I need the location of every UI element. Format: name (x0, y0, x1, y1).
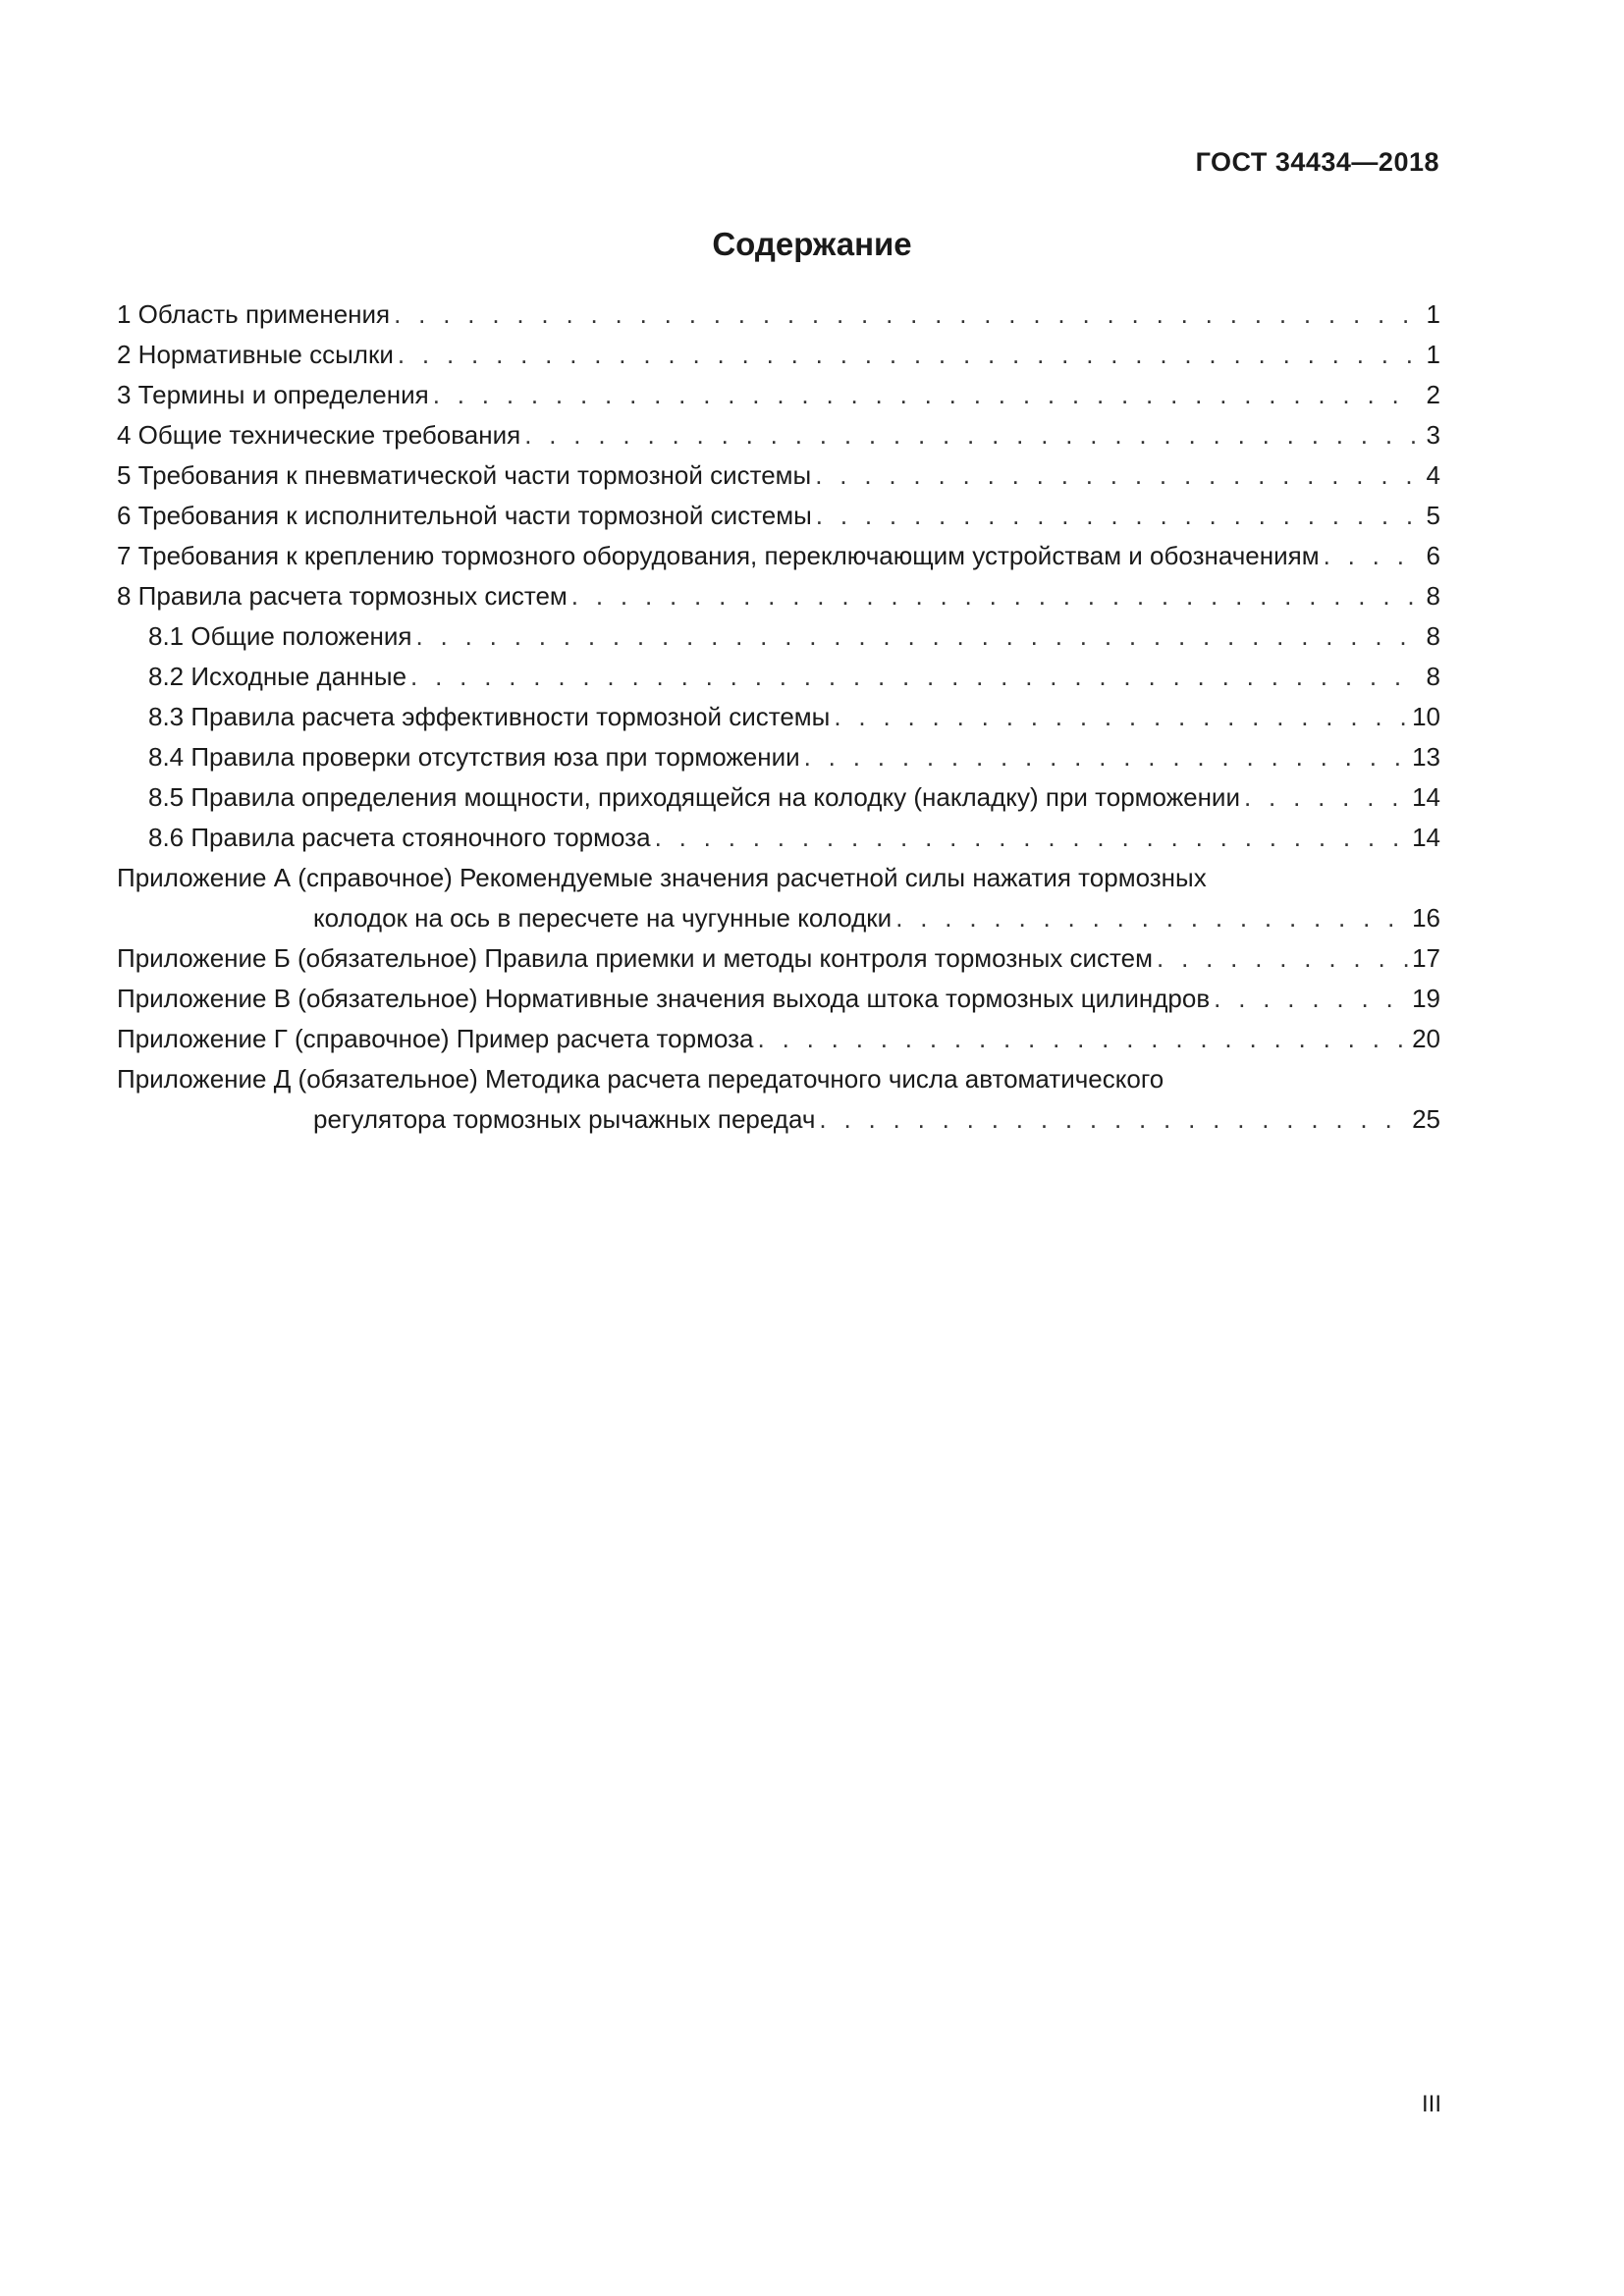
toc-entry-page: 8 (1426, 581, 1440, 611)
toc-entry-label: 8.1 Общие положения (148, 621, 412, 651)
table-of-contents (117, 294, 1440, 1140)
toc-entry-page: 6 (1426, 541, 1440, 570)
toc-entry-page: 14 (1412, 782, 1440, 812)
toc-entry-page: 17 (1412, 943, 1440, 973)
page-number: III (1421, 2091, 1441, 2117)
toc-entry-page: 20 (1412, 1024, 1440, 1053)
toc-subentry[interactable] (117, 737, 1440, 777)
toc-entry-label: 8.6 Правила расчета стояночного тормоза (148, 823, 651, 852)
toc-entry-page: 4 (1426, 460, 1440, 490)
toc-entry-page: 2 (1426, 380, 1440, 409)
toc-entry-page: 13 (1412, 742, 1440, 772)
toc-entry-page: 1 (1426, 340, 1440, 369)
toc-entry-label: 5 Требования к пневматической части тормозной системы (117, 460, 812, 490)
toc-entry-label: 8.2 Исходные данные (148, 662, 407, 691)
toc-entry[interactable] (117, 294, 1440, 335)
toc-entry-first-line (117, 1059, 1440, 1099)
toc-entry-label: 8.4 Правила проверки отсутствия юза при торможении (148, 742, 800, 772)
toc-entry[interactable] (117, 496, 1440, 536)
toc-entry-appendix-a[interactable] (117, 858, 1440, 938)
toc-entry-label: Приложение Д (обязательное) Методика расчета передаточного числа автоматического (117, 1064, 1164, 1094)
toc-entry-page: 8 (1426, 621, 1440, 651)
toc-entry-first-line (117, 858, 1440, 898)
dot-leader (758, 1019, 1409, 1059)
toc-entry-label: Приложение А (справочное) Рекомендуемые значения расчетной силы нажатия тормозных (117, 863, 1207, 892)
toc-entry-page: 8 (1426, 662, 1440, 691)
toc-subentry[interactable] (117, 818, 1440, 858)
toc-entry-appendix-d[interactable] (117, 1059, 1440, 1140)
toc-entry[interactable] (117, 455, 1440, 496)
toc-entry-label: 2 Нормативные ссылки (117, 340, 394, 369)
dot-leader (834, 697, 1408, 737)
dot-leader (1244, 777, 1408, 818)
dot-leader (394, 294, 1419, 335)
toc-entry-label-cont: колодок на ось в пересчете на чугунные колодки (313, 903, 893, 933)
toc-entry[interactable] (117, 375, 1440, 415)
toc-entry-label-cont: регулятора тормозных рычажных передач (313, 1104, 816, 1134)
toc-entry-continuation (117, 1099, 1440, 1140)
toc-entry-label: 8.3 Правила расчета эффективности тормозной системы (148, 702, 831, 731)
document-code: ГОСТ 34434—2018 (1195, 147, 1439, 177)
toc-entry-page: 10 (1412, 702, 1440, 731)
toc-subentry[interactable] (117, 616, 1440, 657)
dot-leader (1324, 536, 1419, 576)
toc-entry-label: Приложение Б (обязательное) Правила приемки и методы контроля тормозных систем (117, 943, 1154, 973)
toc-title: Содержание (712, 226, 912, 262)
toc-subentry[interactable] (117, 777, 1440, 818)
toc-subentry[interactable] (117, 657, 1440, 697)
toc-entry-page: 5 (1426, 501, 1440, 530)
toc-entry[interactable] (117, 415, 1440, 455)
toc-subentry[interactable] (117, 697, 1440, 737)
dot-leader (895, 898, 1408, 938)
toc-entry-label: 3 Термины и определения (117, 380, 429, 409)
toc-entry-page: 25 (1412, 1104, 1440, 1134)
dot-leader (1157, 938, 1408, 979)
toc-entry-page: 16 (1412, 903, 1440, 933)
dot-leader (433, 375, 1419, 415)
dot-leader (655, 818, 1409, 858)
toc-entry-continuation (117, 898, 1440, 938)
toc-entry-label: Приложение В (обязательное) Нормативные значения выхода штока тормозных цилиндров (117, 984, 1211, 1013)
dot-leader (815, 455, 1419, 496)
toc-entry-label: 8.5 Правила определения мощности, приходящейся на колодку (накладку) при торможении (148, 782, 1240, 812)
dot-leader (1214, 979, 1408, 1019)
toc-entry-label: 4 Общие технические требования (117, 420, 521, 450)
toc-entry-page: 14 (1412, 823, 1440, 852)
toc-entry-label: 1 Область применения (117, 299, 391, 329)
dot-leader (416, 616, 1420, 657)
toc-entry-label: 7 Требования к креплению тормозного оборудования, переключающим устройствам и обозначениям (117, 541, 1320, 570)
dot-leader (571, 576, 1419, 616)
toc-entry[interactable] (117, 576, 1440, 616)
toc-entry[interactable] (117, 335, 1440, 375)
toc-entry-label: 8 Правила расчета тормозных систем (117, 581, 568, 611)
toc-entry-page: 1 (1426, 299, 1440, 329)
toc-entry-page: 3 (1426, 420, 1440, 450)
toc-entry-page: 19 (1412, 984, 1440, 1013)
dot-leader (816, 496, 1419, 536)
dot-leader (398, 335, 1419, 375)
dot-leader (804, 737, 1408, 777)
toc-entry[interactable] (117, 536, 1440, 576)
dot-leader (524, 415, 1419, 455)
toc-entry[interactable] (117, 979, 1440, 1019)
dot-leader (819, 1099, 1408, 1140)
toc-entry-label: 6 Требования к исполнительной части тормозной системы (117, 501, 812, 530)
toc-entry-label: Приложение Г (справочное) Пример расчета тормоза (117, 1024, 754, 1053)
dot-leader (410, 657, 1419, 697)
toc-entry[interactable] (117, 938, 1440, 979)
toc-entry[interactable] (117, 1019, 1440, 1059)
